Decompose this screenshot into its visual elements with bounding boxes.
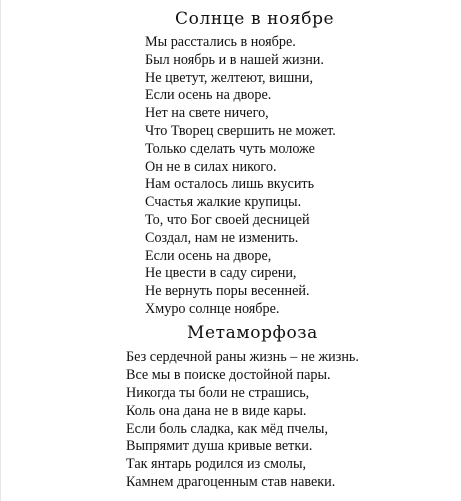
poem-line: Если боль сладка, как мёд пчелы,: [126, 420, 329, 437]
poem-line: Только сделать чуть моложе: [145, 140, 315, 157]
poem-title: Метаморфоза: [187, 323, 318, 343]
poem-line: Нет на свете ничего,: [145, 105, 269, 122]
poem-line: Камнем драгоценным став навеки.: [126, 474, 336, 491]
poem-line: Если осень на дворе,: [145, 247, 272, 264]
poem-line: Что Творец свершить не может.: [145, 122, 336, 139]
poem-line: Создал, нам не изменить.: [145, 229, 299, 246]
poem-title: Солнце в ноябре: [175, 9, 335, 29]
poem-line: Коль она дана не в виде кары.: [126, 402, 307, 419]
poem-line: Был ноябрь и в нашей жизни.: [145, 51, 324, 68]
poem-line: Счастья жалкие крупицы.: [145, 194, 302, 211]
poem-line: Так янтарь родился из смолы,: [126, 456, 307, 473]
poem-line: Он не в силах никого.: [145, 158, 277, 175]
poem-line: Не цвести в саду сирени,: [145, 265, 297, 282]
poem-line: Без сердечной раны жизнь – не жизнь.: [126, 349, 359, 365]
poem-line: Если осень на дворе.: [145, 87, 272, 104]
poem-line: Хмуро солнце ноябре.: [145, 300, 280, 317]
poem-line: Никогда ты боли не страшись,: [126, 384, 310, 401]
poem-body: [145, 34, 336, 319]
poem-line: Не вернуть поры весенней.: [145, 283, 310, 300]
poem-line: Все мы в поиске достойной пары.: [126, 366, 331, 383]
poem-line: Нам осталось лишь вкусить: [145, 176, 315, 193]
poem-line: То, что Бог своей десницей: [145, 211, 310, 228]
poem-body: [126, 349, 359, 492]
poem-line: Мы расстались в ноябре.: [145, 34, 296, 50]
poem-line: Выпрямит душа кривые ветки.: [126, 438, 313, 455]
poem-line: Не цветут, желтеют, вишни,: [145, 69, 314, 86]
